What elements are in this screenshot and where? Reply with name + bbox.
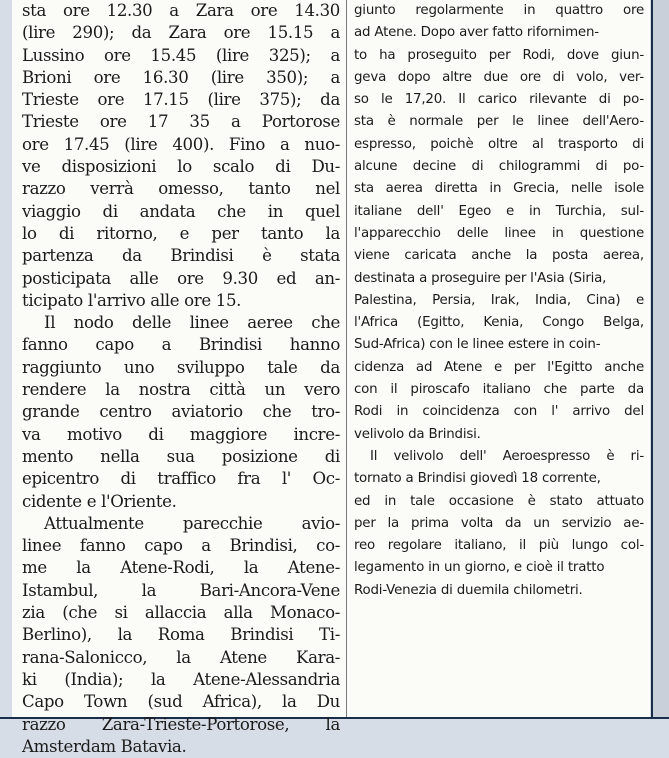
text-line: me la Atene-Rodi, la Atene- [22, 558, 340, 578]
text-line: lo di ritorno, e per tanto la [22, 223, 340, 243]
text-line: alcune decine di chilogrammi di po- [354, 159, 644, 175]
text-line: l'apparecchio delle linee in questione [354, 225, 644, 241]
text-line: Brioni ore 16.30 (lire 350); a [22, 67, 340, 87]
text-line: sta è normale per le linee dell'Aero- [354, 114, 644, 130]
newspaper-page [12, 0, 650, 756]
text-line: espresso, poichè oltre al trasporto di [354, 136, 644, 152]
text-line: va motivo di maggiore incre- [22, 424, 340, 444]
text-line: ki (India); la Atene-Alessandria [22, 669, 340, 689]
text-line: partenza da Brindisi è stata [22, 246, 340, 266]
text-line: Lussino ore 15.45 (lire 325); a [22, 45, 340, 65]
text-line: razzo verrà omesso, tanto nel [22, 179, 340, 199]
text-line: ed in tale occasione è stato attuato [354, 493, 644, 509]
left-column [22, 0, 340, 758]
text-line: Rodi in coincidenza con l' arrivo del [354, 404, 644, 420]
text-line: tornato a Brindisi giovedì 18 corrente, [354, 471, 601, 487]
text-line: (lire 290); da Zara ore 15.15 a [22, 23, 340, 43]
text-line: Istambul, la Bari-Ancora-Vene [22, 580, 340, 600]
text-line: fanno capo a Brindisi hanno [22, 335, 340, 355]
text-line: raggiunto uno sviluppo tale da [22, 357, 340, 377]
text-line: Trieste ore 17.15 (lire 375); da [22, 90, 340, 110]
paragraph-start: Attualmente parecchie avio- [44, 513, 340, 533]
text-line: con il piroscafo italiano che parte da [354, 382, 644, 398]
text-line: Trieste ore 17 35 a Portorose [22, 112, 340, 132]
text-line: so le 17,20. Il carico rilevante di po- [354, 92, 644, 108]
text-line: geva dopo altre due ore di volo, ver- [354, 69, 644, 85]
text-line: viene caricata anche la posta aerea, [354, 248, 644, 264]
text-line: viaggio di andata che in quel [22, 201, 340, 221]
text-line: per la prima volta da un servizio ae- [354, 515, 644, 531]
text-line: cidenza ad Atene e per l'Egitto anche [354, 359, 644, 375]
text-line: Sud-Africa) con le linee estere in coin- [354, 337, 601, 353]
text-line: legamento in un giorno, e cioè il tratto [354, 560, 605, 576]
text-line: l'Africa (Egitto, Kenia, Congo Belga, [354, 315, 644, 331]
text-line: velivolo da Brindisi. [354, 426, 481, 442]
text-line: sta ore 12.30 a Zara ore 14.30 [22, 1, 340, 20]
text-line: posticipata alle ore 9.30 ed an- [22, 268, 340, 288]
text-line: rana-Salonicco, la Atene Kara- [22, 647, 340, 667]
text-line: linee fanno capo a Brindisi, co- [22, 536, 340, 556]
paragraph-start: Il velivolo dell' Aeroespresso è ri- [370, 448, 644, 464]
text-line: mento nella sua posizione di [22, 446, 340, 466]
text-line: rendere la nostra città un vero [22, 380, 340, 400]
text-line: giunto regolarmente in quattro ore [354, 3, 644, 18]
text-line: italiane dell' Egeo e in Turchia, sul- [354, 203, 644, 219]
text-line: Rodi-Venezia di duemila chilometri. [354, 582, 583, 598]
text-line: cidente e l'Oriente. [22, 491, 177, 511]
text-line: reo regolare italiano, il più lungo col- [354, 538, 644, 554]
text-line: ore 17.45 (lire 400). Fino a nuo- [22, 134, 340, 154]
text-line: Capo Town (sud Africa), la Du [22, 692, 340, 712]
text-line: ticipato l'arrivo alle ore 15. [22, 290, 242, 310]
text-line: Berlino), la Roma Brindisi Ti- [22, 625, 340, 645]
text-line: destinata a proseguire per l'Asia (Siria, [354, 270, 607, 286]
text-line: razzo Zara-Trieste-Portorose, la [22, 714, 340, 734]
column-divider [346, 0, 347, 717]
text-line: Amsterdam Batavia. [22, 736, 187, 756]
text-line: Palestina, Persia, Irak, India, Cina) e [354, 292, 644, 308]
text-line: ad Atene. Dopo aver fatto rifornimen- [354, 25, 599, 41]
text-line: sta aerea diretta in Grecia, nelle isole [354, 181, 644, 197]
window-frame-right [651, 0, 669, 745]
text-line: epicentro di traffico fra l' Oc- [22, 469, 340, 489]
paragraph-start: Il nodo delle linee aeree che [44, 313, 340, 333]
text-line: grande centro aviatorio che tro- [22, 402, 340, 422]
text-line: zia (che si allaccia alla Monaco- [22, 603, 340, 623]
text-line: to ha proseguito per Rodi, dove giun- [354, 47, 644, 63]
text-line: ve disposizioni lo scalo di Du- [22, 157, 340, 177]
right-column [354, 0, 644, 602]
